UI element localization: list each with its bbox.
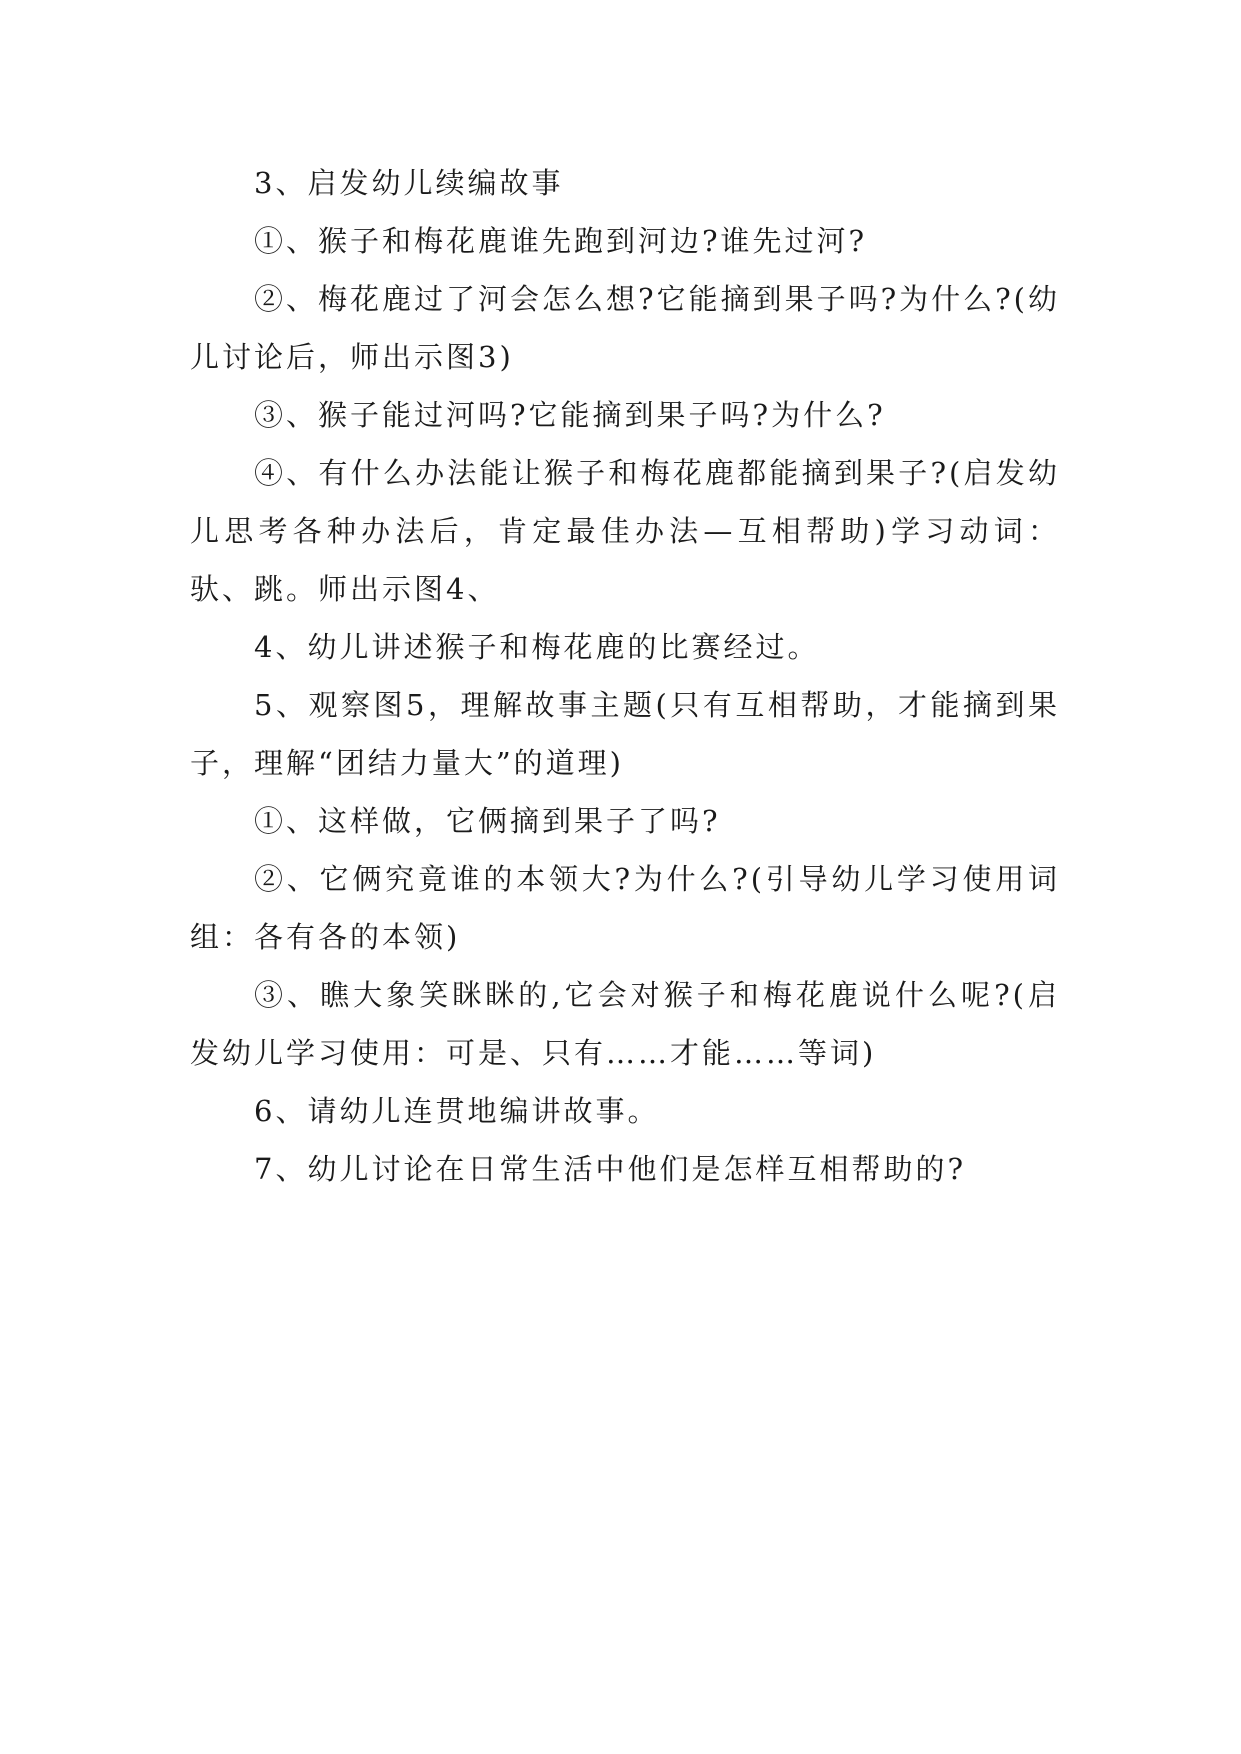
document-body bbox=[190, 154, 1060, 1198]
paragraph-question-4: ④、有什么办法能让猴子和梅花鹿都能摘到果子?(启发幼儿思考各种办法后，肯定最佳办法—互相帮助)学习动词：驮、跳。师出示图4、 bbox=[190, 456, 1060, 606]
paragraph-step5-question-1: ①、这样做，它俩摘到果子了吗? bbox=[254, 804, 721, 838]
paragraph-step-4: 4、幼儿讲述猴子和梅花鹿的比赛经过。 bbox=[254, 630, 820, 664]
paragraph-question-2: ②、梅花鹿过了河会怎么想?它能摘到果子吗?为什么?(幼儿讨论后，师出示图3) bbox=[190, 282, 1060, 374]
paragraph-step-3: 3、启发幼儿续编故事 bbox=[254, 166, 564, 200]
paragraph-step-7: 7、幼儿讨论在日常生活中他们是怎样互相帮助的? bbox=[254, 1152, 966, 1186]
paragraph-step5-question-3: ③、瞧大象笑眯眯的,它会对猴子和梅花鹿说什么呢?(启发幼儿学习使用：可是、只有……才能……等词) bbox=[190, 978, 1060, 1070]
paragraph-step5-question-2: ②、它俩究竟谁的本领大?为什么?(引导幼儿学习使用词组：各有各的本领) bbox=[190, 862, 1060, 954]
paragraph-step-6: 6、请幼儿连贯地编讲故事。 bbox=[254, 1094, 660, 1128]
paragraph-question-1: ①、猴子和梅花鹿谁先跑到河边?谁先过河? bbox=[254, 224, 868, 258]
paragraph-step-5: 5、观察图5，理解故事主题(只有互相帮助，才能摘到果子，理解“团结力量大”的道理) bbox=[190, 688, 1060, 780]
paragraph-question-3: ③、猴子能过河吗?它能摘到果子吗?为什么? bbox=[254, 398, 886, 432]
